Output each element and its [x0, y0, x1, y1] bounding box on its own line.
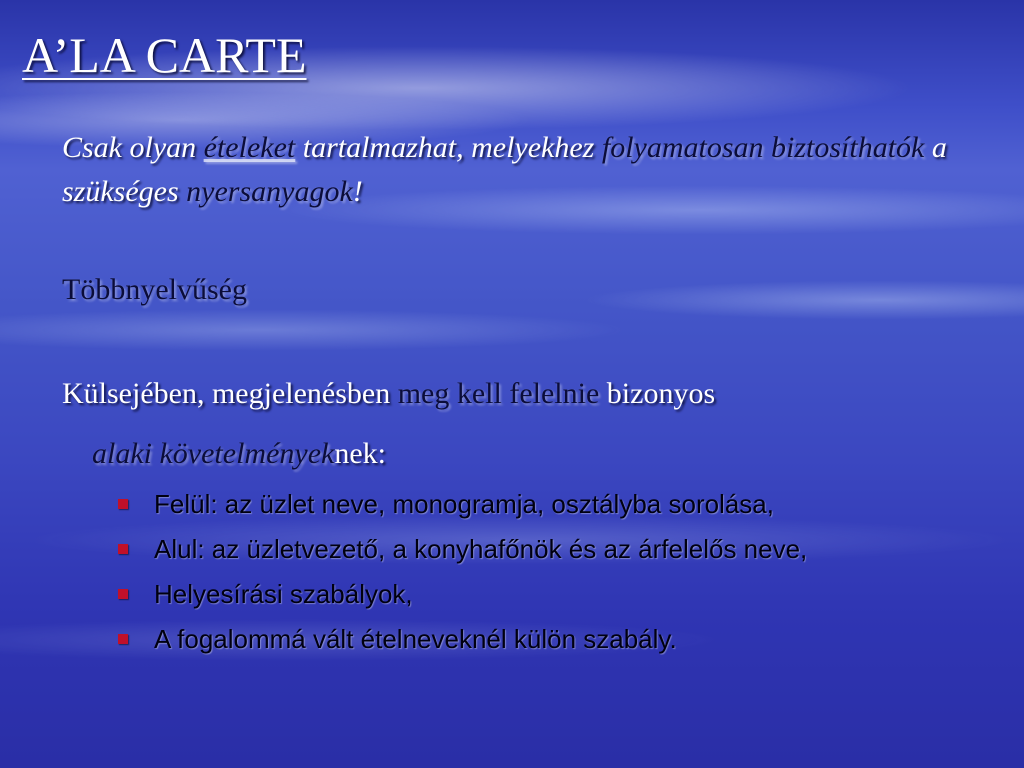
p1-text-2: tartalmazhat, melyekhez — [295, 131, 602, 164]
bullet-list — [118, 486, 966, 666]
p3-text-1: Külsejében, megjelenésben — [62, 377, 398, 410]
p3-text-2: bizonyos — [599, 377, 716, 410]
p1-highlight-ingredients: nyersanyagok — [186, 175, 353, 208]
bullet-text: Felül: az üzlet neve, monogramja, osztályba sorolása, — [154, 489, 774, 519]
square-bullet-icon — [118, 499, 128, 509]
square-bullet-icon — [118, 589, 128, 599]
paragraph-requirements — [62, 126, 996, 214]
bullet-text: A fogalommá vált ételneveknél külön szabály. — [154, 624, 677, 654]
p1-highlight-continuous: folyamatosan biztosíthatók — [601, 131, 925, 164]
list-item — [118, 576, 966, 613]
p4-text: nek: — [334, 437, 386, 470]
p1-text-3: a szükséges — [62, 131, 947, 208]
paragraph-formal-requirements — [92, 432, 1024, 476]
list-item — [118, 621, 966, 658]
p1-text-1: Csak olyan — [62, 131, 204, 164]
bullet-text: Helyesírási szabályok, — [154, 579, 413, 609]
bullet-text: Alul: az üzletvezető, a konyhafőnök és az árfelelős neve, — [154, 534, 808, 564]
list-item — [118, 486, 966, 523]
square-bullet-icon — [118, 544, 128, 554]
p1-text-4: ! — [352, 175, 363, 208]
p1-highlight-dishes: ételeket — [203, 131, 296, 164]
paragraph-appearance — [62, 372, 996, 416]
square-bullet-icon — [118, 634, 128, 644]
p3-highlight: meg kell felelnie — [397, 377, 600, 410]
slide-title: A’LA CARTE — [22, 27, 307, 83]
list-item — [118, 531, 966, 568]
paragraph-multilingual: Többnyelvűség — [62, 273, 247, 306]
p4-highlight: alaki követelmények — [92, 437, 335, 470]
